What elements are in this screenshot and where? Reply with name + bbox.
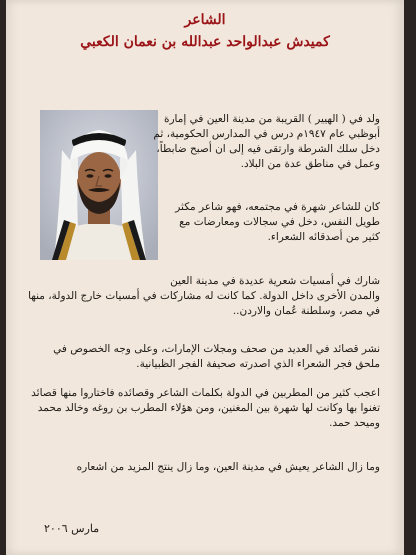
text-line: وميحد حمد. <box>329 417 380 429</box>
text-line: ولد في ( الهيير ) القريبة من مدينة العين في إمارة <box>163 113 380 125</box>
text-line: كثير من أصدقائه الشعراء. <box>267 231 380 243</box>
text-line: أبوظبي عام ١٩٤٧م درس في المدارس الحكومية، ثم <box>153 128 380 140</box>
text-line: والمدن الأخرى داخل الدولة. كما كانت له مشاركات في أمسيات خارج الدولة، منها <box>28 290 380 302</box>
paragraph-singers <box>31 386 380 431</box>
text-line: دخل سلك الشرطة وارتقى فيه إلى ان أصبح ضابطاً، <box>156 143 380 155</box>
book-page <box>6 0 404 555</box>
paragraph-fame <box>175 200 380 245</box>
text-line: نشر قصائد في العديد من صحف ومجلات الإمارات، وعلى وجه الخصوص في <box>53 343 380 355</box>
date-label: مارس ٢٠٠٦ <box>44 522 100 535</box>
paragraph-current <box>77 460 380 475</box>
paragraph-birth <box>153 112 380 172</box>
poet-label: الشاعر <box>184 12 226 28</box>
text-line: تغنوا بها وكانت لها شهرة بين المغنين، ومن هؤلاء المطرب بن روغه وخالد محمد <box>37 402 380 414</box>
text-line: طويل النفس، دخل في سجالات ومعارضات مع <box>179 216 380 228</box>
text-line: في مصر، وسلطنة عُمان والاردن.. <box>232 305 380 317</box>
text-line: شارك في أمسيات شعرية عديدة في مدينة العين <box>170 275 380 287</box>
poet-portrait <box>40 110 158 260</box>
text-line: ملحق فجر الشعراء الذي اصدرته صحيفة الفجر الظبيانية. <box>136 358 380 370</box>
text-line: اعجب كثير من المطربين في الدولة بكلمات الشاعر وقصائده فاختاروا منها قصائد <box>31 387 380 399</box>
paragraph-publishing <box>53 342 380 372</box>
text-line: وعمل في مناطق عدة من البلاد. <box>240 158 380 170</box>
portrait-illustration <box>40 110 158 260</box>
text-line: وما زال الشاعر يعيش في مدينة العين، وما زال ينتج المزيد من اشعاره <box>76 461 380 473</box>
text-line: كان للشاعر شهرة في مجتمعه، فهو شاعر مكثر <box>175 201 380 213</box>
poet-name: كميدش عبدالواحد عبدالله بن نعمان الكعبي <box>80 34 330 50</box>
paragraph-events <box>28 274 380 319</box>
